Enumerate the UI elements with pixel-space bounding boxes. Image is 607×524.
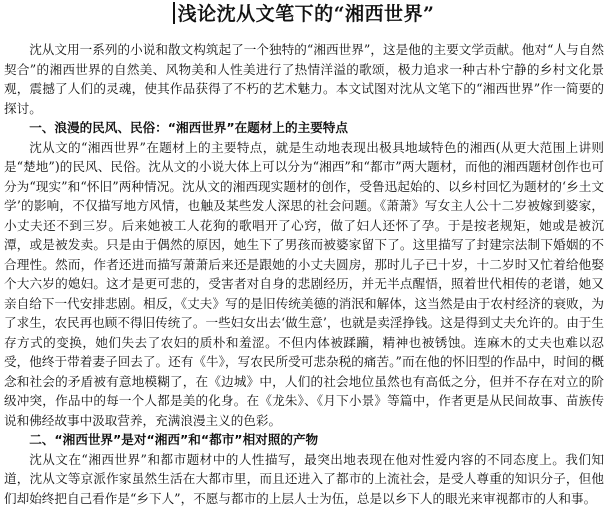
section-paragraph-1: 沈从文的“湘西世界”在题材上的主要特点，就是生动地表现出极具地域特色的湘西(从更大范围上讲则是“楚地”)的民风、民俗。沈从文的小说大体上可以分为“湘西”和“都市”两大题材，而他的湘西题材创作也可分为“现实”和“怀旧”两种情况。沈从文的湘西现实题材的创作，受鲁迅起始的、以乡村回忆为题材的‘乡土文学’的影响，不仅描写地方风情，也触及某些发人深思的社会问题。《萧萧》写女主人公十二岁被嫁到婆家，小丈夫还不到三岁。后来她被工人花狗的歌唱开了心窍，做了妇人还怀了孕。于是按老规矩，她或是被沉潭，或是被发卖。只是由于偶然的原因，她生下了男孩而被婆家留下了。这里描写了封建宗法制下婚姻的不合理性。然而，作者还进而描写萧萧后来还是跟她的小丈夫圆房，那时儿子已十岁，十二岁时又忙着给他娶个大六岁的媳妇。这才是更可悲的，受害者对自身的悲剧经历，并无半点醒悟，照着世代相传的老谱，她又亲自给下一代安排悲剧。相反，《丈夫》写的是旧传统美德的消泯和解体，这当然是由于农村经济的衰败，为了求生，农民再也顾不得旧传统了。一些妇女出去‘做生意’，也就是卖淫挣钱。这是得到丈夫允许的。由于生存方式的变换，她们失去了农妇的质朴和羞涩。不但内体被蹂躏，精神也被锈蚀。连麻木的丈夫也难以忍受，他终于带着妻子回去了。还有《牛》，写农民所受可悲杂税的痛苦。”而在他的怀旧型的作品中，时间的概念和社会的矛盾被有意地模糊了，在《边城》中，人们的社会地位虽然也有高低之分，但并不存在对立的阶级冲突，作品中的每一个人都是美的化身。在《龙朱》、《月下小景》等篇中，作者更是从民间故事、苗族传说和佛经故事中汲取营养，充满浪漫主义的色彩。 — [4, 139, 604, 428]
section-heading-1: 一、浪漫的民风、民俗：“湘西世界”在题材上的主要特点 — [29, 120, 348, 135]
section-paragraph-2: 沈从文在“湘西世界”和都市题材中的人性描写，最突出地表现在他对性爱内容的不同态度上。我们知道，沈从文等京派作家虽然生活在大都市里，而且还进入了都市的上流社会，是受人尊重的知识分子，但他们却始终把自己看作是“乡下人”，不愿与都市的上层人士为伍，总是以乡下人的眼光来审视都市的人和事。 — [4, 451, 604, 506]
page-title — [0, 0, 607, 30]
page-title-text: 浅论沈从文笔下的“湘西世界” — [177, 3, 435, 25]
section-heading-2: 二、“湘西世界”是对“湘西”和“都市”相对照的产物 — [29, 432, 319, 447]
intro-paragraph: 沈从文用一系列的小说和散文构筑起了一个独特的“湘西世界”，这是他的主要文学贡献。他对“人与自然契合”的湘西世界的自然美、风物美和人性美进行了热情洋溢的歌颂，极力追求一种古朴宁静的乡村文化景观，震撼了人们的灵魂，使其作品获得了不朽的艺术魅力。本文试图对沈从文笔下的“湘西世界”作一简要的探讨。 — [4, 42, 604, 116]
title-cursor-mark — [173, 2, 175, 24]
article-body — [4, 40, 604, 508]
